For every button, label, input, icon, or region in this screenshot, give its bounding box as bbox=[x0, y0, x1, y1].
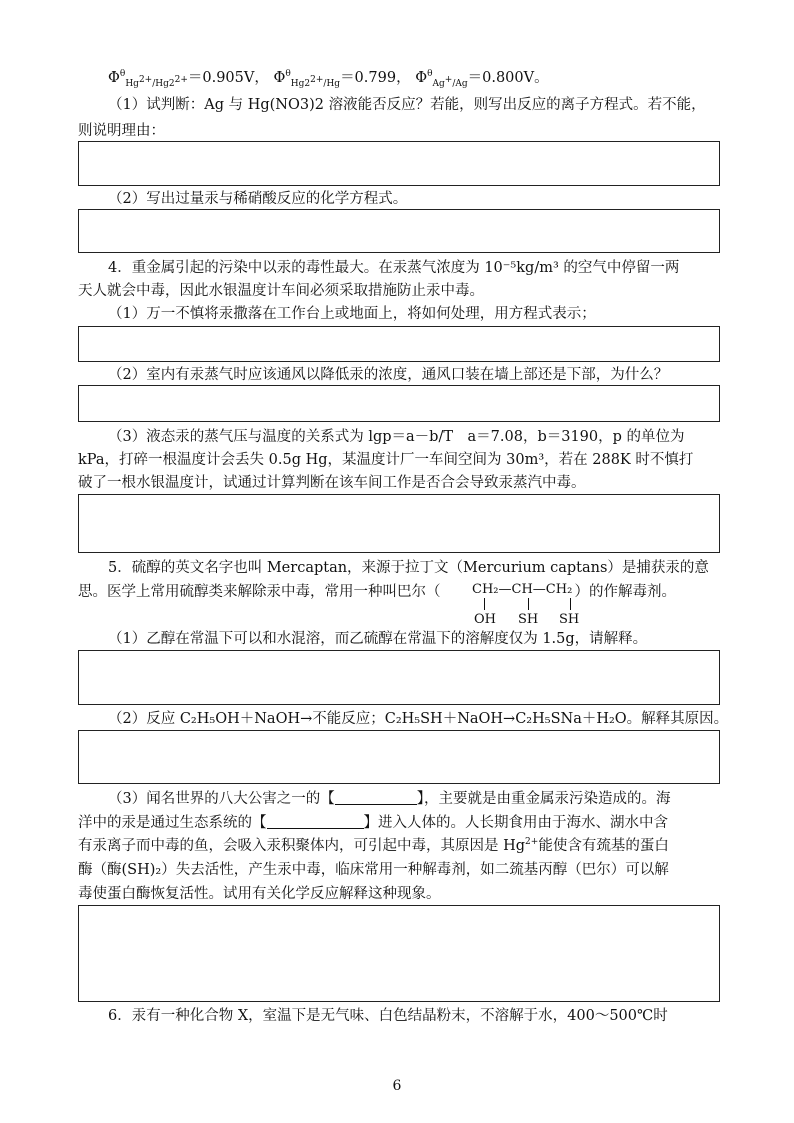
question-5-3-line2: 洋中的汞是通过生态系统的【 】进入人体的。人长期食用由于海水、湖水中含 bbox=[78, 815, 668, 831]
answer-box-3-1[interactable] bbox=[78, 141, 720, 186]
question-5-2: （2）反应 C₂H₅OH＋NaOH→不能反应；C₂H₅SH＋NaOH→C₂H₅SNa＋H₂O。解释其原因。 bbox=[108, 711, 729, 727]
question-4-3-line1: （3）液态汞的蒸气压与温度的关系式为 lgp＝a－b/T a＝7.08，b＝3190，p 的单位为 bbox=[108, 429, 685, 445]
fill-blank-1[interactable] bbox=[335, 790, 417, 805]
answer-box-3-2[interactable] bbox=[78, 209, 720, 253]
question-5-3-line4: 酶（酶(SH)₂）失去活性，产生汞中毒，临床常用一种解毒剂，如二巯基丙醇（巴尔）可以解 bbox=[78, 862, 669, 878]
formula-sh-1: SH bbox=[518, 612, 539, 627]
question-5-line2: 思。医学上常用硫醇类来解除汞中毒，常用一种叫巴尔（ ）的作解毒剂。 bbox=[78, 584, 676, 600]
electrode-potentials: $\Phi^\theta_{Hg^{2+}/Hg2^{2+}}=0.905V$， $\Phi^\theta_{Hg2^{2+}/Hg}=0.799$， $\Phi^\theta_{Ag^+/Ag}=0.800V$。 bbox=[108, 69, 549, 89]
question-4-1: （1）万一不慎将汞撒落在工作台上或地面上，将如何处理，用方程式表示； bbox=[108, 306, 596, 322]
question-4-line2: 天人就会中毒，因此水银温度计车间必须采取措施防止汞中毒。 bbox=[78, 283, 484, 299]
bond-line-2 bbox=[528, 598, 529, 610]
answer-box-4-2[interactable] bbox=[78, 385, 720, 422]
answer-box-4-3[interactable] bbox=[78, 494, 720, 553]
bond-line-3 bbox=[570, 598, 571, 610]
question-6-line1: 6．汞有一种化合物 X，室温下是无气味、白色结晶粉末，不溶解于水，400～500℃时 bbox=[108, 1008, 668, 1024]
formula-oh: OH bbox=[474, 612, 496, 627]
question-5-line1: 5．硫醇的英文名字也叫 Mercaptan，来源于拉丁文（Mercurium captans）是捕获汞的意 bbox=[108, 560, 709, 576]
question-5-1: （1）乙醇在常温下可以和水混溶，而乙硫醇在常温下的溶解度仅为 1.5g，请解释。 bbox=[108, 631, 648, 647]
question-4-2: （2）室内有汞蒸气时应该通风以降低汞的浓度，通风口装在墙上部还是下部，为什么？ bbox=[108, 367, 669, 383]
question-5-3-line3: 有汞离子而中毒的鱼，会吸入汞积聚体内，可引起中毒，其原因是 $Hg^{2+}$能使含有巯基的蛋白 bbox=[78, 837, 669, 854]
answer-box-5-2[interactable] bbox=[78, 730, 720, 784]
question-3-2: （2）写出过量汞与稀硝酸反应的化学方程式。 bbox=[108, 191, 408, 207]
question-5-3-line5: 毒使蛋白酶恢复活性。试用有关化学反应解释这种现象。 bbox=[78, 886, 441, 902]
bal-structural-formula bbox=[472, 582, 612, 628]
formula-backbone: CH₂—CH—CH₂ bbox=[472, 582, 573, 597]
answer-box-4-1[interactable] bbox=[78, 326, 720, 362]
question-3-1-line2: 则说明理由： bbox=[78, 123, 165, 139]
question-5-3-line1: （3）闻名世界的八大公害之一的【 】，主要就是由重金属汞污染造成的。海 bbox=[108, 791, 671, 807]
answer-box-5-3[interactable] bbox=[78, 905, 720, 1002]
formula-sh-2: SH bbox=[559, 612, 580, 627]
question-4-3-line2: kPa，打碎一根温度计会丢失 0.5g Hg，某温度计厂一车间空间为 30m³，若在 288K 时不慎打 bbox=[78, 452, 694, 468]
fill-blank-2[interactable] bbox=[267, 814, 364, 829]
bond-line-1 bbox=[484, 598, 485, 610]
question-4-line1: 4．重金属引起的污染中以汞的毒性最大。在汞蒸气浓度为 10⁻⁵kg/m³ 的空气中停留一两 bbox=[108, 260, 680, 276]
question-3-1-line1: （1）试判断：Ag 与 Hg(NO3)2 溶液能否反应？若能，则写出反应的离子方程式。若不能， bbox=[108, 97, 706, 113]
page-number: 6 bbox=[392, 1078, 402, 1094]
question-4-3-line3: 破了一根水银温度计，试通过计算判断在该车间工作是否合会导致汞蒸汽中毒。 bbox=[78, 475, 586, 491]
answer-box-5-1[interactable] bbox=[78, 650, 720, 705]
